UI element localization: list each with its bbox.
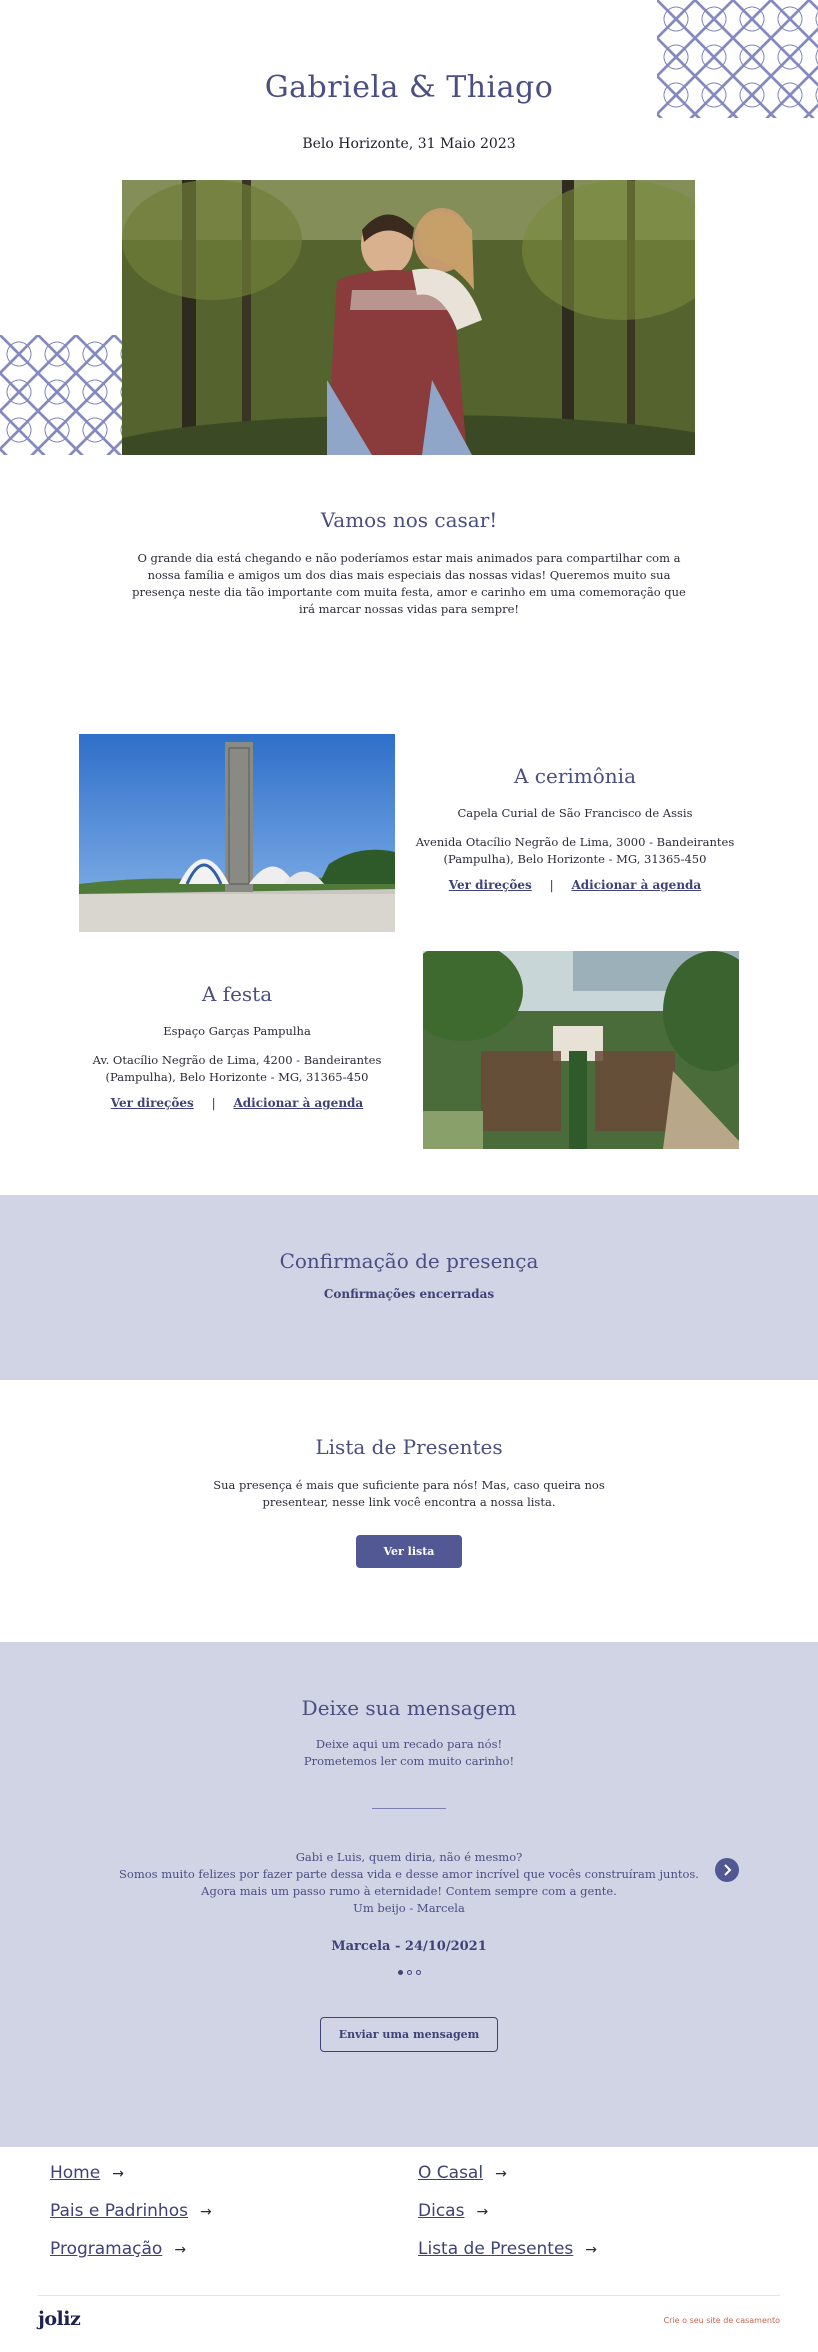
ceremony-directions-link[interactable]: Ver direções (448, 878, 532, 892)
couple-title: Gabriela & Thiago (264, 70, 554, 105)
hero-photo-illustration (122, 180, 695, 455)
nav-item-pais-padrinhos[interactable] (50, 2201, 212, 2221)
message-line-2: Somos muito felizes por fazer parte dessa vida e desse amor incrível que vocês construíram juntos. Agora mais um passo rumo à eternidade! Contem sempre com a gente. (119, 1867, 699, 1898)
carousel-dots (0, 1970, 818, 1975)
intro-section (130, 508, 688, 618)
party-address: Av. Otacílio Negrão de Lima, 4200 - Bandeirantes (Pampulha), Belo Horizonte - MG, 31365-450 (92, 1053, 382, 1084)
messages-subtitle-2: Prometemos ler com muito carinho! (303, 1754, 515, 1768)
footer-nav-left (50, 2163, 212, 2277)
arrow-right-icon: → (112, 2166, 124, 2182)
nav-item-label: Home (50, 2163, 101, 2183)
party-photo (423, 951, 739, 1149)
footer-divider (38, 2295, 780, 2296)
ceremony-calendar-link[interactable]: Adicionar à agenda (571, 878, 702, 892)
nav-item-lista-presentes[interactable] (418, 2239, 597, 2259)
party-info (79, 982, 395, 1110)
brand-tagline[interactable]: Crie o seu site de casamento (663, 2316, 780, 2325)
party-title: A festa (201, 982, 273, 1006)
intro-title: Vamos nos casar! (320, 508, 498, 532)
messages-title: Deixe sua mensagem (301, 1696, 517, 1720)
ceremony-links (412, 878, 738, 892)
venue-illustration (423, 951, 739, 1149)
view-gift-list-button[interactable]: Ver lista (356, 1535, 463, 1568)
ceremony-photo (79, 734, 395, 932)
carousel-dot[interactable] (407, 1970, 412, 1975)
nav-item-o-casal[interactable] (418, 2163, 597, 2183)
message-author: Marcela - 24/10/2021 (331, 1939, 487, 1954)
message-line-1: Gabi e Luis, quem diria, não é mesmo? (295, 1850, 523, 1864)
arrow-right-icon: → (585, 2242, 598, 2258)
nav-item-programacao[interactable] (50, 2239, 212, 2259)
rsvp-title: Confirmação de presença (279, 1249, 539, 1273)
carousel-next-button[interactable] (715, 1858, 739, 1882)
nav-item-label: Programação (50, 2239, 163, 2259)
nav-item-label: Lista de Presentes (418, 2239, 574, 2259)
message-line-3: Um beijo - Marcela (353, 1901, 465, 1915)
messages-divider (372, 1808, 446, 1809)
hero-photo (122, 180, 695, 455)
rsvp-status: Confirmações encerradas (323, 1287, 495, 1301)
nav-item-label: Pais e Padrinhos (50, 2201, 188, 2221)
messages-section (0, 1642, 818, 2147)
ceremony-title: A cerimônia (513, 764, 636, 788)
arrow-right-icon: → (495, 2166, 507, 2182)
carousel-dot-active[interactable] (398, 1970, 403, 1975)
ceremony-info (412, 764, 738, 892)
church-illustration (79, 734, 395, 932)
footer-nav-right (418, 2163, 597, 2277)
location-date: Belo Horizonte, 31 Maio 2023 (302, 136, 516, 152)
joliz-logo[interactable]: joliz (38, 2308, 81, 2330)
party-directions-link[interactable]: Ver direções (110, 1096, 194, 1110)
party-calendar-link[interactable]: Adicionar à agenda (233, 1096, 364, 1110)
nav-item-label: Dicas (418, 2201, 465, 2221)
nav-item-dicas[interactable] (418, 2201, 597, 2221)
intro-text: O grande dia está chegando e não poderíamos estar mais animados para compartilhar com a nossa família e amigos um dos dias mais especiais das nossas vidas! Queremos muito sua presença neste dia tão importante com muita festa, amor e carinho em uma comemoração que irá marcar nossas vidas para sempre! (132, 551, 686, 616)
arrow-right-icon: → (174, 2242, 187, 2258)
ceremony-address: Avenida Otacílio Negrão de Lima, 3000 - Bandeirantes (Pampulha), Belo Horizonte - MG, 31365-450 (415, 835, 735, 866)
chevron-right-icon (715, 1858, 739, 1882)
party-links (79, 1096, 395, 1110)
carousel-dot[interactable] (416, 1970, 421, 1975)
arrow-right-icon: → (476, 2204, 489, 2220)
messages-subtitle-1: Deixe aqui um recado para nós! (315, 1737, 503, 1751)
nav-item-home[interactable] (50, 2163, 212, 2183)
message-card (114, 1849, 704, 1917)
link-separator: | (211, 1096, 216, 1110)
arrow-right-icon: → (199, 2204, 212, 2220)
nav-item-label: O Casal (418, 2163, 484, 2183)
party-place: Espaço Garças Pampulha (163, 1024, 311, 1038)
ceremony-place: Capela Curial de São Francisco de Assis (457, 806, 693, 820)
rsvp-section (0, 1195, 818, 1380)
gifts-section (0, 1435, 818, 1568)
link-separator: | (549, 878, 554, 892)
gifts-title: Lista de Presentes (315, 1435, 503, 1459)
send-message-button[interactable]: Enviar uma mensagem (320, 2017, 499, 2052)
gifts-text: Sua presença é mais que suficiente para nós! Mas, caso queira nos presentear, nesse link você encontra a nossa lista. (213, 1478, 605, 1509)
